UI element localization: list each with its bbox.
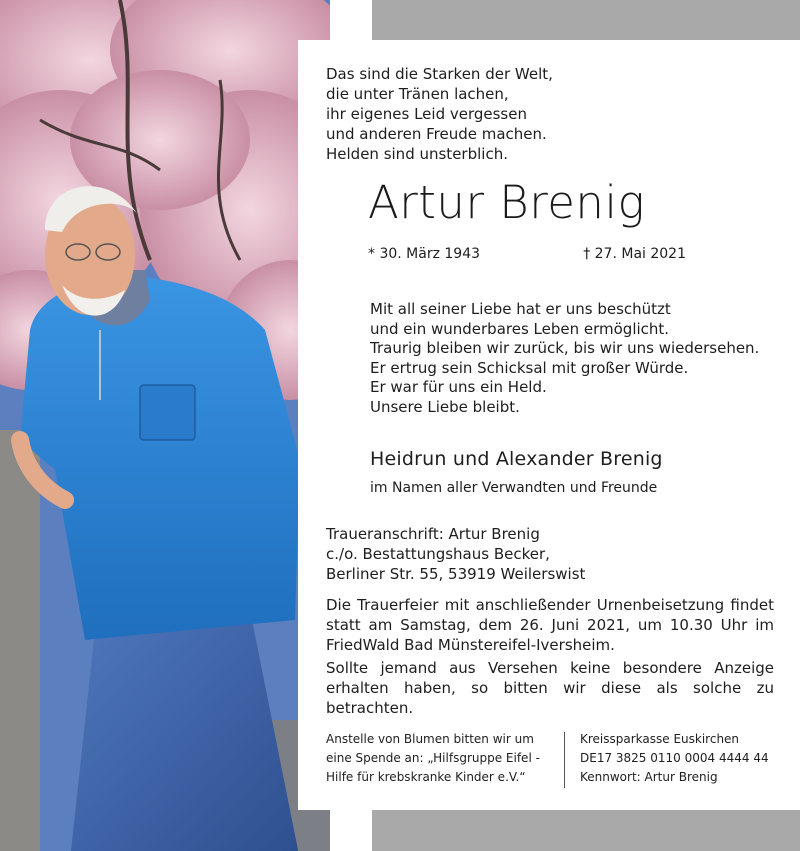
chest-pocket [140,385,195,440]
mourning-address: Traueranschrift: Artur Brenig c./o. Bestattungshaus Becker, Berliner Str. 55, 53919 Weilerswist [326,525,586,583]
decorative-band-top [372,0,800,40]
death-date: † 27. Mai 2021 [583,246,686,262]
mourner-names: Heidrun und Alexander Brenig [370,448,663,470]
divider-line [564,732,565,788]
donation-request: Anstelle von Blumen bitten wir um eine Spende an: „Hilfsgruppe Eifel - Hilfe für krebskranke Kinder e.V.“ [326,732,540,784]
notice-text: Sollte jemand aus Versehen keine besondere Anzeige erhalten haben, so bitten wir diese als solche zu betrachten. [326,659,774,717]
decorative-band-bottom [372,810,800,851]
birth-date: * 30. März 1943 [368,246,481,262]
poem: Das sind die Starken der Welt, die unter Tränen lachen, ihr eigenes Leid vergessen und anderen Freude machen. Helden sind unsterblich. [326,65,553,163]
portrait-photo [0,0,330,851]
mourner-subtitle: im Namen aller Verwandten und Freunde [370,480,658,496]
deceased-name: Artur Brenig [368,176,645,229]
obituary-panel [298,40,800,810]
funeral-info: Die Trauerfeier mit anschließender Urnenbeisetzung findet statt am Samstag, dem 26. Juni 2021, um 10.30 Uhr im FriedWald Bad Münstereifel-Iversheim. [326,596,774,654]
tribute-text: Mit all seiner Liebe hat er uns beschützt und ein wunderbares Leben ermöglicht. Traurig bleiben wir zurück, bis wir uns wiedersehen. Er ertrug sein Schicksal mit großer Würde. Er war für uns ein Held. Unsere Liebe bleibt. [370,300,760,416]
portrait-illustration [0,0,330,851]
bank-details: Kreissparkasse Euskirchen DE17 3825 0110 0004 4444 44 Kennwort: Artur Brenig [580,732,769,784]
stone-wall [0,430,40,851]
